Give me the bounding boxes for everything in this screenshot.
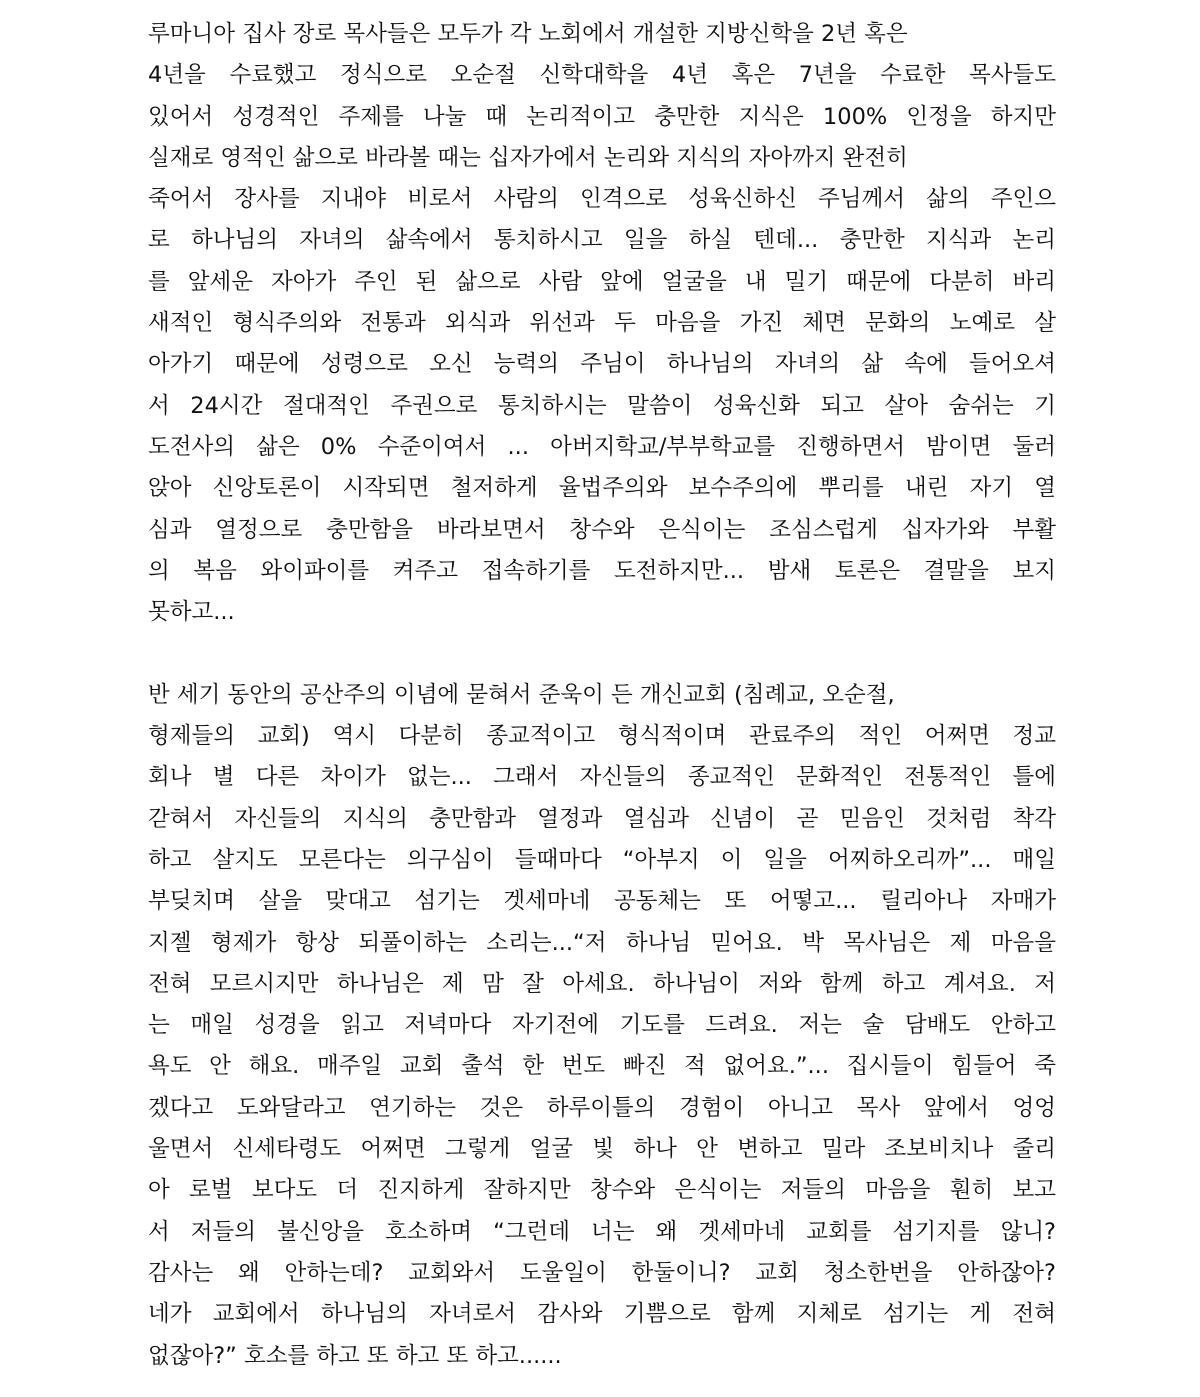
paragraph-1 (148, 14, 1056, 633)
paragraph-line: 하고 살지도 모른다는 의구심이 들때마다 “아부지 이 일을 어찌하오리까”... 매일 (148, 846, 1056, 873)
paragraph-line: 못하고... (148, 599, 235, 626)
paragraph-line: 없잖아?” 호소를 하고 또 하고 또 하고...... (148, 1342, 562, 1369)
document-page (148, 14, 1056, 1377)
paragraph-line: 서 24시간 절대적인 주권으로 통치하시는 말씀이 성육신화 되고 살아 숨쉬는 기 (148, 392, 1056, 419)
paragraph-line: 반 세기 동안의 공산주의 이념에 묻혀서 준욱이 든 개신교회 (침례교, 오순절, (148, 681, 895, 708)
paragraph-line: 겠다고 도와달라고 연기하는 것은 하루이틀의 경험이 아니고 목사 앞에서 엉엉 (148, 1094, 1056, 1121)
paragraph-line: 실재로 영적인 삶으로 바라볼 때는 십자가에서 논리와 지식의 자아까지 완전히 (148, 144, 908, 171)
paragraph-line: 는 매일 성경을 읽고 저녁마다 자기전에 기도를 드려요. 저는 술 담배도 안하고 (148, 1012, 1056, 1039)
paragraph-line: 죽어서 장사를 지내야 비로서 사람의 인격으로 성육신하신 주님께서 삶의 주인으 (148, 186, 1056, 213)
paragraph-line: 욕도 안 해요. 매주일 교회 출석 한 번도 빠진 적 없어요.”... 집시들이 힘들어 죽 (148, 1053, 1056, 1080)
paragraph-line: 새적인 형식주의와 전통과 외식과 위선과 두 마음을 가진 체면 문화의 노예로 살 (148, 310, 1056, 337)
paragraph-line: 심과 열정으로 충만함을 바라보면서 창수와 은식이는 조심스럽게 십자가와 부활 (148, 516, 1056, 543)
paragraph-line: 루마니아 집사 장로 목사들은 모두가 각 노회에서 개설한 지방신학을 2년 혹은 (148, 21, 908, 47)
paragraph-line: 있어서 성경적인 주제를 나눌 때 논리적이고 충만한 지식은 100% 인정을 하지만 (148, 103, 1056, 130)
paragraph-line: 아 로벌 보다도 더 진지하게 잘하지만 창수와 은식이는 저들의 마음을 훤히 보고 (148, 1177, 1056, 1204)
paragraph-line: 갇혀서 자신들의 지식의 충만함과 열정과 열심과 신념이 곧 믿음인 것처럼 착각 (148, 805, 1056, 832)
paragraph-line: 회나 별 다른 차이가 없는... 그래서 자신들의 종교적인 문화적인 전통적인 틀에 (148, 764, 1056, 791)
paragraph-line: 울면서 신세타령도 어쩌면 그렇게 얼굴 빛 하나 안 변하고 밀라 조보비치나 줄리 (148, 1136, 1056, 1163)
paragraph-line: 서 저들의 불신앙을 호소하며 “그런데 너는 왜 겟세마네 교회를 섬기지를 않니? (148, 1218, 1056, 1245)
paragraph-line: 지젤 형제가 항상 되풀이하는 소리는...“저 하나님 믿어요. 박 목사님은 제 마음을 (148, 929, 1056, 956)
paragraph-line: 도전사의 삶은 0% 수준이여서 ... 아버지학교/부부학교를 진행하면서 밤이면 둘러 (148, 433, 1056, 460)
paragraph-line: 아가기 때문에 성령으로 오신 능력의 주님이 하나님의 자녀의 삶 속에 들어오셔 (148, 351, 1056, 378)
paragraph-spacer (148, 633, 1056, 674)
paragraph-line: 앉아 신앙토론이 시작되면 철저하게 율법주의와 보수주의에 뿌리를 내린 자기 열 (148, 475, 1056, 502)
paragraph-line: 부딪치며 살을 맞대고 섬기는 겟세마네 공동체는 또 어떻고... 릴리아나 자매가 (148, 888, 1056, 915)
paragraph-line: 의 복음 와이파이를 켜주고 접속하기를 도전하지만... 밤새 토론은 결말을 보지 (148, 557, 1056, 584)
paragraph-line: 전혀 모르시지만 하나님은 제 맘 잘 아세요. 하나님이 저와 함께 하고 계셔요. 저 (148, 970, 1056, 997)
paragraph-line: 로 하나님의 자녀의 삶속에서 통치하시고 일을 하실 텐데... 충만한 지식과 논리 (148, 227, 1056, 254)
paragraph-line: 를 앞세운 자아가 주인 된 삶으로 사람 앞에 얼굴을 내 밀기 때문에 다분히 바리 (148, 268, 1056, 295)
paragraph-line: 네가 교회에서 하나님의 자녀로서 감사와 기쁨으로 함께 지체로 섬기는 게 전혀 (148, 1301, 1056, 1328)
paragraph-2 (148, 675, 1056, 1377)
paragraph-line: 감사는 왜 안하는데? 교회와서 도울일이 한둘이니? 교회 청소한번을 안하잖아? (148, 1259, 1056, 1286)
paragraph-line: 형제들의 교회) 역시 다분히 종교적이고 형식적이며 관료주의 적인 어쩌면 정교 (148, 723, 1056, 750)
paragraph-line: 4년을 수료했고 정식으로 오순절 신학대학을 4년 혹은 7년을 수료한 목사들도 (148, 62, 1056, 89)
